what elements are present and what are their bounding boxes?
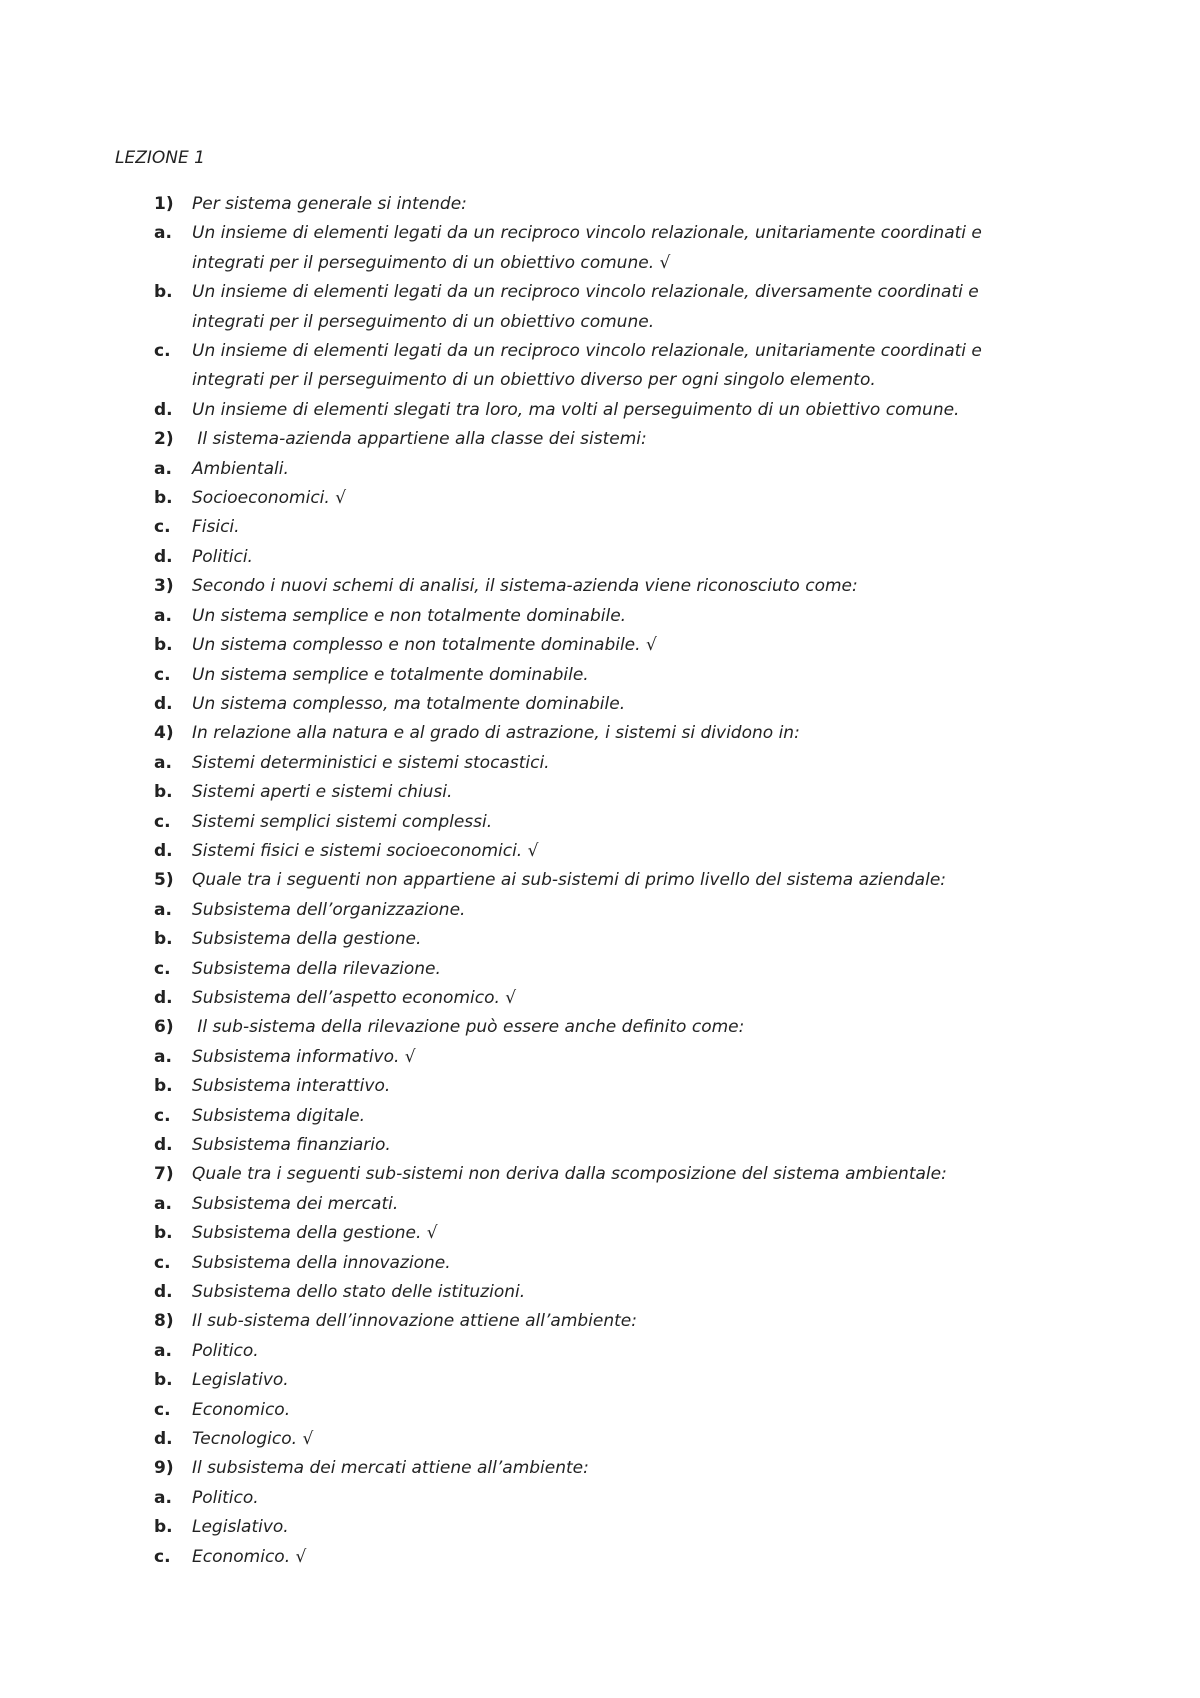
answer-text: Un insieme di elementi legati da un reciproco vincolo relazionale, unitariamente coordinati e integrati per il perseguimento di un obiettivo comune. √ [192, 223, 988, 273]
page-title: LEZIONE 1 [115, 148, 205, 168]
answer-text: Subsistema dell’organizzazione. [192, 899, 466, 920]
answer-text: Legislativo. [192, 1517, 289, 1538]
answer-text: Sistemi fisici e sistemi socioeconomici. √ [192, 840, 539, 861]
answer-row [0, 1131, 1200, 1160]
question-text: Quale tra i seguenti non appartiene ai sub-sistemi di primo livello del sistema aziendale: [192, 870, 947, 891]
answer-letter: c. [154, 811, 171, 832]
question-text: Secondo i nuovi schemi di analisi, il sistema-azienda viene riconosciuto come: [192, 576, 858, 597]
answer-row [0, 749, 1200, 778]
question-number: 8) [154, 1311, 174, 1332]
question-row [0, 425, 1200, 454]
answer-letter: b. [154, 282, 173, 303]
answer-text: Ambientali. [192, 458, 289, 479]
answer-text: Un insieme di elementi legati da un reciproco vincolo relazionale, unitariamente coordinati e integrati per il perseguimento di un obiettivo diverso per ogni singolo elemento. [192, 341, 988, 391]
answer-row [0, 1513, 1200, 1542]
answer-letter: d. [154, 987, 173, 1008]
answer-row [0, 690, 1200, 719]
answer-row [0, 984, 1200, 1013]
question-row [0, 1307, 1200, 1336]
answer-letter: b. [154, 1223, 173, 1244]
answer-letter: a. [154, 1193, 172, 1214]
answer-text: Politico. [192, 1340, 259, 1361]
answer-text: Un sistema complesso, ma totalmente dominabile. [192, 693, 626, 714]
answer-text: Tecnologico. √ [192, 1429, 314, 1450]
question-number: 9) [154, 1458, 174, 1479]
answer-row [0, 337, 1200, 396]
answer-row [0, 661, 1200, 690]
answer-row [0, 1043, 1200, 1072]
answer-letter: a. [154, 752, 172, 773]
answer-row [0, 896, 1200, 925]
answer-letter: d. [154, 1429, 173, 1450]
answer-row [0, 778, 1200, 807]
answer-letter: d. [154, 840, 173, 861]
answer-row [0, 484, 1200, 513]
question-row [0, 866, 1200, 895]
answer-letter: a. [154, 1487, 172, 1508]
answer-row [0, 396, 1200, 425]
answer-text: Un sistema complesso e non totalmente dominabile. √ [192, 635, 657, 656]
answer-text: Economico. √ [192, 1546, 307, 1567]
answer-text: Subsistema della rilevazione. [192, 958, 441, 979]
answer-row [0, 1366, 1200, 1395]
answer-text: Subsistema dello stato delle istituzioni. [192, 1282, 526, 1303]
answer-row [0, 1102, 1200, 1131]
answer-text: Un sistema semplice e totalmente dominabile. [192, 664, 589, 685]
answer-row [0, 955, 1200, 984]
answer-text: Un sistema semplice e non totalmente dominabile. [192, 605, 627, 626]
answer-text: Subsistema interattivo. [192, 1076, 391, 1097]
answer-row [0, 1337, 1200, 1366]
question-row [0, 1013, 1200, 1042]
answer-letter: d. [154, 1282, 173, 1303]
answer-text: Subsistema digitale. [192, 1105, 365, 1126]
question-number: 2) [154, 429, 174, 450]
answer-row [0, 1484, 1200, 1513]
answer-letter: d. [154, 693, 173, 714]
answer-letter: b. [154, 782, 173, 803]
answer-letter: b. [154, 1076, 173, 1097]
answer-row [0, 925, 1200, 954]
answer-text: Un insieme di elementi legati da un reciproco vincolo relazionale, diversamente coordinati e integrati per il perseguimento di un obiettivo comune. [192, 282, 985, 332]
answer-row [0, 1396, 1200, 1425]
answer-row [0, 631, 1200, 660]
answer-text: Sistemi deterministici e sistemi stocastici. [192, 752, 550, 773]
answer-letter: a. [154, 605, 172, 626]
answer-text: Legislativo. [192, 1370, 289, 1391]
answer-letter: a. [154, 458, 172, 479]
answer-letter: d. [154, 546, 173, 567]
answer-letter: c. [154, 1399, 171, 1420]
answer-letter: a. [154, 899, 172, 920]
question-list [0, 190, 1200, 1572]
answer-letter: d. [154, 399, 173, 420]
answer-text: Fisici. [192, 517, 240, 538]
question-row [0, 1160, 1200, 1189]
answer-text: Subsistema della gestione. [192, 929, 422, 950]
answer-row [0, 1072, 1200, 1101]
answer-text: Politico. [192, 1487, 259, 1508]
answer-row [0, 1278, 1200, 1307]
answer-row [0, 808, 1200, 837]
answer-row [0, 543, 1200, 572]
question-number: 4) [154, 723, 174, 744]
question-number: 5) [154, 870, 174, 891]
answer-row [0, 219, 1200, 278]
answer-letter: c. [154, 1546, 171, 1567]
answer-row [0, 513, 1200, 542]
question-text: Il sub-sistema dell’innovazione attiene all’ambiente: [192, 1311, 637, 1332]
question-number: 7) [154, 1164, 174, 1185]
answer-row [0, 602, 1200, 631]
answer-letter: c. [154, 958, 171, 979]
answer-letter: b. [154, 929, 173, 950]
answer-text: Subsistema informativo. √ [192, 1046, 416, 1067]
answer-letter: b. [154, 635, 173, 656]
answer-text: Subsistema della innovazione. [192, 1252, 451, 1273]
question-row [0, 572, 1200, 601]
answer-text: Politici. [192, 546, 253, 567]
answer-letter: a. [154, 1340, 172, 1361]
question-number: 1) [154, 194, 174, 214]
answer-row [0, 455, 1200, 484]
answer-row [0, 278, 1200, 337]
answer-text: Subsistema finanziario. [192, 1135, 391, 1155]
answer-letter: c. [154, 1105, 171, 1126]
answer-text: Socioeconomici. √ [192, 488, 347, 509]
question-text: Il subsistema dei mercati attiene all’ambiente: [192, 1458, 589, 1479]
answer-text: Sistemi aperti e sistemi chiusi. [192, 782, 453, 803]
question-row [0, 190, 1200, 219]
question-number: 6) [154, 1017, 174, 1038]
answer-letter: c. [154, 341, 171, 362]
answer-letter: b. [154, 488, 173, 509]
answer-row [0, 1190, 1200, 1219]
answer-letter: d. [154, 1135, 173, 1155]
answer-text: Economico. [192, 1399, 291, 1420]
answer-letter: c. [154, 664, 171, 685]
answer-text: Subsistema dell’aspetto economico. √ [192, 987, 517, 1008]
answer-text: Subsistema della gestione. √ [192, 1223, 438, 1244]
answer-letter: b. [154, 1370, 173, 1391]
answer-row [0, 837, 1200, 866]
answer-text: Subsistema dei mercati. [192, 1193, 399, 1214]
answer-letter: b. [154, 1517, 173, 1538]
answer-row [0, 1543, 1200, 1572]
question-text: Il sub-sistema della rilevazione può essere anche definito come: [192, 1017, 745, 1038]
question-row [0, 1454, 1200, 1483]
answer-row [0, 1425, 1200, 1454]
question-row [0, 719, 1200, 748]
answer-text: Un insieme di elementi slegati tra loro, ma volti al perseguimento di un obiettivo comune. [192, 399, 960, 420]
question-text: Per sistema generale si intende: [192, 194, 467, 214]
question-text: Quale tra i seguenti sub-sistemi non deriva dalla scomposizione del sistema ambientale: [192, 1164, 947, 1185]
answer-letter: a. [154, 223, 172, 244]
question-text: Il sistema-azienda appartiene alla classe dei sistemi: [192, 429, 647, 450]
answer-letter: c. [154, 517, 171, 538]
answer-letter: c. [154, 1252, 171, 1273]
answer-row [0, 1249, 1200, 1278]
answer-text: Sistemi semplici sistemi complessi. [192, 811, 493, 832]
question-text: In relazione alla natura e al grado di astrazione, i sistemi si dividono in: [192, 723, 800, 744]
answer-row [0, 1219, 1200, 1248]
answer-letter: a. [154, 1046, 172, 1067]
question-number: 3) [154, 576, 174, 597]
